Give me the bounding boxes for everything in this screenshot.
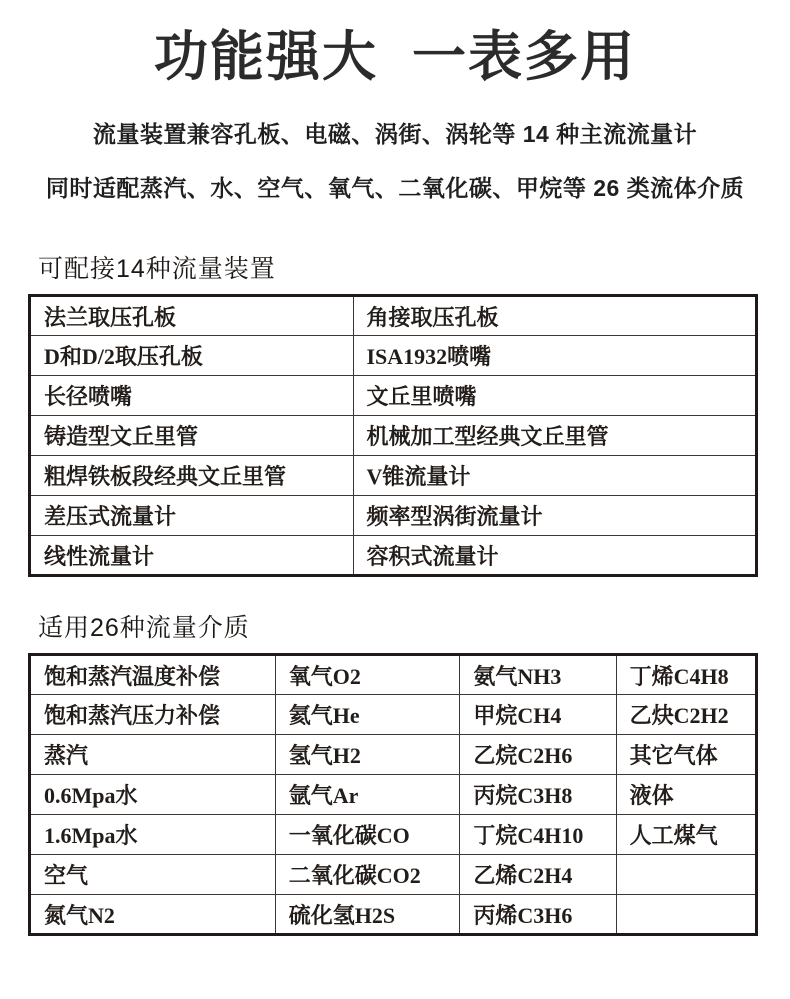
table-cell: 差压式流量计 [30,496,354,536]
table-cell: 人工煤气 [616,815,756,855]
table-cell: 法兰取压孔板 [30,296,354,336]
table-cell: 乙炔C2H2 [616,695,756,735]
table-row [30,855,757,895]
table-row [30,536,757,576]
device-table [28,294,758,577]
table-cell: 氮气N2 [30,895,276,935]
table-row [30,695,757,735]
table-cell: 角接取压孔板 [353,296,757,336]
table-cell: 丙烷C3H8 [460,775,616,815]
table-row [30,376,757,416]
table-row [30,655,757,695]
table-cell: V锥流量计 [353,456,757,496]
table-row [30,496,757,536]
table-cell: 乙烷C2H6 [460,735,616,775]
table-cell: 甲烷CH4 [460,695,616,735]
table-cell: 蒸汽 [30,735,276,775]
table-cell: 线性流量计 [30,536,354,576]
product-feature-page [0,26,790,999]
table-cell: D和D/2取压孔板 [30,336,354,376]
table-cell: 氩气Ar [275,775,460,815]
table-cell: 氨气NH3 [460,655,616,695]
media-table [28,653,758,936]
table-cell: 饱和蒸汽温度补偿 [30,655,276,695]
table-cell: 粗焊铁板段经典文丘里管 [30,456,354,496]
table-row [30,296,757,336]
table-cell: 0.6Mpa水 [30,775,276,815]
table-cell: 液体 [616,775,756,815]
devices-section-heading: 可配接14种流量装置 [38,255,276,284]
subtitle-flow-media: 同时适配蒸汽、水、空气、氧气、二氧化碳、甲烷等 26 类流体介质 [45,175,745,202]
table-row [30,815,757,855]
table-row [30,775,757,815]
table-cell: 一氧化碳CO [275,815,460,855]
table-cell: 容积式流量计 [353,536,757,576]
table-cell: 文丘里喷嘴 [353,376,757,416]
table-row [30,735,757,775]
table-cell: 饱和蒸汽压力补偿 [30,695,276,735]
subtitle-flow-devices: 流量装置兼容孔板、电磁、涡街、涡轮等 14 种主流流量计 [92,121,698,148]
table-cell: 长径喷嘴 [30,376,354,416]
table-cell: 乙烯C2H4 [460,855,616,895]
table-cell: 其它气体 [616,735,756,775]
table-row [30,416,757,456]
table-cell [616,895,756,935]
page-title: 功能强大 一表多用 [153,27,636,87]
table-cell: 丁烯C4H8 [616,655,756,695]
table-cell: 丁烷C4H10 [460,815,616,855]
table-row [30,456,757,496]
table-cell: ISA1932喷嘴 [353,336,757,376]
media-section-heading: 适用26种流量介质 [38,614,250,643]
table-cell: 空气 [30,855,276,895]
table-cell: 1.6Mpa水 [30,815,276,855]
table-cell: 铸造型文丘里管 [30,416,354,456]
table-cell: 频率型涡街流量计 [353,496,757,536]
table-cell: 氦气He [275,695,460,735]
table-cell: 氧气O2 [275,655,460,695]
table-row [30,895,757,935]
table-cell: 丙烯C3H6 [460,895,616,935]
table-cell: 机械加工型经典文丘里管 [353,416,757,456]
table-cell [616,855,756,895]
table-cell: 硫化氢H2S [275,895,460,935]
table-cell: 氢气H2 [275,735,460,775]
table-cell: 二氧化碳CO2 [275,855,460,895]
table-row [30,336,757,376]
